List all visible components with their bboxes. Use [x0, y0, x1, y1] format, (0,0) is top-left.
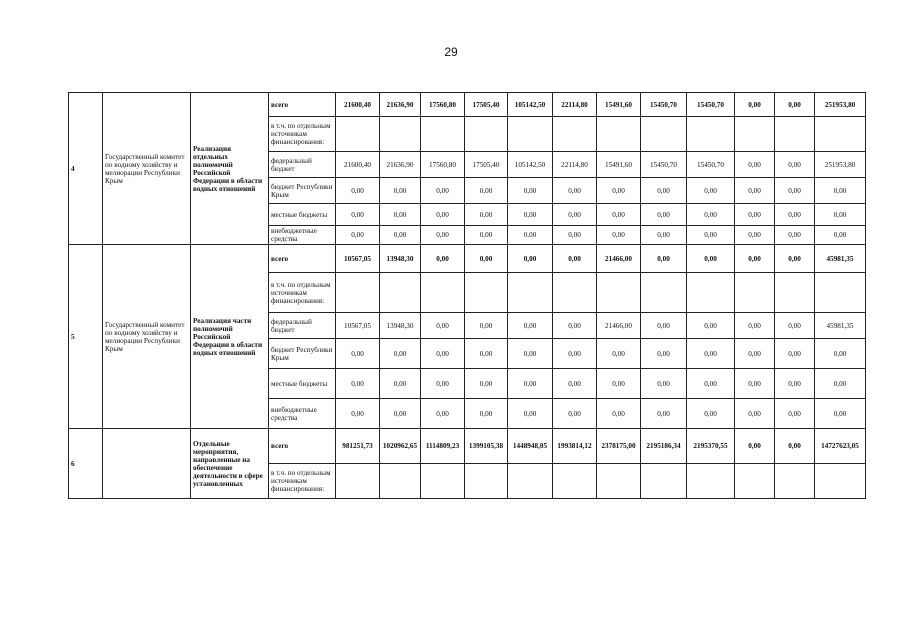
value-cell: 0,00 — [641, 399, 687, 429]
value-cell: 0,00 — [421, 226, 465, 245]
value-cell: 22114,80 — [553, 152, 597, 178]
source-label: в т.ч. по отдельным источникам финансирования: — [269, 273, 336, 313]
value-cell: 0,00 — [775, 429, 815, 464]
value-cell: 0,00 — [336, 204, 380, 226]
value-cell: 1399105,38 — [465, 429, 508, 464]
program-section-6 — [69, 429, 866, 499]
value-cell: 21636,90 — [380, 152, 421, 178]
value-cell: 105142,50 — [508, 152, 553, 178]
value-cell: 105142,50 — [508, 93, 553, 117]
value-cell: 0,00 — [508, 178, 553, 204]
value-cell: 1020962,65 — [380, 429, 421, 464]
value-cell: 21466,00 — [597, 245, 641, 273]
value-cell: 0,00 — [553, 339, 597, 369]
value-cell: 0,00 — [815, 339, 866, 369]
value-cell: 251953,80 — [815, 93, 866, 117]
value-cell: 0,00 — [465, 204, 508, 226]
value-cell: 0,00 — [380, 339, 421, 369]
value-cell: 0,00 — [735, 226, 775, 245]
value-cell: 0,00 — [380, 178, 421, 204]
value-cell: 0,00 — [553, 178, 597, 204]
value-cell: 251953,80 — [815, 152, 866, 178]
value-cell: 0,00 — [380, 204, 421, 226]
source-label: всего — [269, 245, 336, 273]
measure-name-cell: Отдельные мероприятия, направленные на обеспечение деятельности в сфере установленных — [191, 429, 269, 499]
value-cell: 45981,35 — [815, 245, 866, 273]
value-cell: 0,00 — [421, 245, 465, 273]
value-cell: 0,00 — [687, 399, 735, 429]
executor-cell — [103, 429, 191, 499]
value-cell: 0,00 — [775, 369, 815, 399]
value-cell: 21636,90 — [380, 93, 421, 117]
source-label: местные бюджеты — [269, 369, 336, 399]
value-cell: 0,00 — [597, 226, 641, 245]
value-cell: 0,00 — [465, 339, 508, 369]
value-cell: 0,00 — [687, 313, 735, 339]
value-cell: 0,00 — [775, 93, 815, 117]
value-cell: 15450,70 — [687, 152, 735, 178]
program-section-5 — [69, 245, 866, 429]
value-cell: 0,00 — [336, 178, 380, 204]
value-cell: 17505,40 — [465, 93, 508, 117]
value-cell: 0,00 — [687, 204, 735, 226]
page-number: 29 — [444, 45, 458, 59]
source-label: бюджет Республики Крым — [269, 178, 336, 204]
value-cell: 0,00 — [465, 399, 508, 429]
value-cell: 0,00 — [815, 178, 866, 204]
value-cell: 0,00 — [421, 178, 465, 204]
value-cell: 15450,70 — [687, 93, 735, 117]
source-label: внебюджетные средства — [269, 226, 336, 245]
value-cell: 0,00 — [815, 369, 866, 399]
value-cell: 0,00 — [421, 339, 465, 369]
value-cell: 1114809,23 — [421, 429, 465, 464]
value-cell: 0,00 — [508, 339, 553, 369]
executor-cell: Государственный комитет по водному хозяйству и мелиорации Республики Крым — [103, 93, 191, 245]
source-label: в т.ч. по отдельным источникам финансирования: — [269, 464, 336, 499]
source-label: всего — [269, 429, 336, 464]
value-cell: 0,00 — [641, 204, 687, 226]
value-cell: 0,00 — [815, 204, 866, 226]
value-cell: 0,00 — [735, 339, 775, 369]
value-cell: 0,00 — [735, 93, 775, 117]
value-cell: 0,00 — [641, 178, 687, 204]
row-number: 6 — [69, 429, 103, 499]
value-cell: 0,00 — [553, 313, 597, 339]
value-cell: 0,00 — [687, 178, 735, 204]
value-cell: 0,00 — [775, 152, 815, 178]
value-cell: 0,00 — [465, 226, 508, 245]
value-cell: 0,00 — [735, 399, 775, 429]
value-cell: 15491,60 — [597, 152, 641, 178]
value-cell: 0,00 — [735, 313, 775, 339]
executor-cell: Государственный комитет по водному хозяйству и мелиорации Республики Крым — [103, 245, 191, 429]
table-row — [69, 93, 866, 117]
value-cell: 13948,30 — [380, 245, 421, 273]
value-cell: 0,00 — [553, 245, 597, 273]
value-cell: 0,00 — [465, 313, 508, 339]
value-cell: 0,00 — [508, 399, 553, 429]
value-cell: 0,00 — [775, 178, 815, 204]
value-cell: 0,00 — [641, 245, 687, 273]
value-cell: 0,00 — [687, 339, 735, 369]
value-cell: 0,00 — [597, 369, 641, 399]
value-cell: 0,00 — [775, 245, 815, 273]
value-cell: 0,00 — [735, 204, 775, 226]
value-cell: 0,00 — [641, 369, 687, 399]
value-cell: 0,00 — [775, 226, 815, 245]
value-cell: 1993814,12 — [553, 429, 597, 464]
source-label: всего — [269, 93, 336, 117]
value-cell: 0,00 — [735, 152, 775, 178]
value-cell: 0,00 — [336, 399, 380, 429]
source-label: внебюджетные средства — [269, 399, 336, 429]
value-cell: 0,00 — [687, 226, 735, 245]
value-cell: 15491,60 — [597, 93, 641, 117]
value-cell: 45981,35 — [815, 313, 866, 339]
value-cell: 0,00 — [508, 369, 553, 399]
measure-name-cell: Реализация отдельных полномочий Российской Федерации в области водных отношений — [191, 93, 269, 245]
value-cell: 0,00 — [421, 204, 465, 226]
value-cell: 21600,40 — [336, 152, 380, 178]
value-cell: 0,00 — [641, 339, 687, 369]
value-cell: 0,00 — [775, 313, 815, 339]
value-cell: 0,00 — [597, 399, 641, 429]
value-cell: 0,00 — [641, 226, 687, 245]
value-cell: 2195370,55 — [687, 429, 735, 464]
value-cell: 0,00 — [336, 226, 380, 245]
value-cell: 981251,73 — [336, 429, 380, 464]
source-label: местные бюджеты — [269, 204, 336, 226]
value-cell: 0,00 — [597, 339, 641, 369]
value-cell: 0,00 — [380, 399, 421, 429]
value-cell: 0,00 — [508, 313, 553, 339]
source-label: бюджет Республики Крым — [269, 339, 336, 369]
value-cell: 0,00 — [553, 369, 597, 399]
value-cell: 0,00 — [508, 204, 553, 226]
value-cell: 0,00 — [465, 245, 508, 273]
source-label: федеральный бюджет — [269, 313, 336, 339]
value-cell: 0,00 — [687, 245, 735, 273]
value-cell: 10567,05 — [336, 245, 380, 273]
value-cell: 0,00 — [815, 226, 866, 245]
value-cell: 0,00 — [336, 369, 380, 399]
value-cell: 2378175,00 — [597, 429, 641, 464]
value-cell: 17505,40 — [465, 152, 508, 178]
value-cell: 2195186,34 — [641, 429, 687, 464]
source-label: в т.ч. по отдельным источникам финансирования: — [269, 117, 336, 152]
value-cell: 0,00 — [508, 226, 553, 245]
value-cell: 10567,05 — [336, 313, 380, 339]
value-cell: 0,00 — [465, 369, 508, 399]
source-label: федеральный бюджет — [269, 152, 336, 178]
value-cell: 1448948,05 — [508, 429, 553, 464]
value-cell: 0,00 — [508, 245, 553, 273]
value-cell: 0,00 — [775, 339, 815, 369]
value-cell: 0,00 — [735, 245, 775, 273]
value-cell: 0,00 — [735, 178, 775, 204]
row-number: 4 — [69, 93, 103, 245]
value-cell: 13948,30 — [380, 313, 421, 339]
value-cell: 0,00 — [597, 204, 641, 226]
value-cell: 0,00 — [775, 399, 815, 429]
value-cell: 0,00 — [775, 204, 815, 226]
value-cell: 0,00 — [641, 313, 687, 339]
value-cell: 17560,80 — [421, 93, 465, 117]
value-cell: 15450,70 — [641, 93, 687, 117]
value-cell: 21600,40 — [336, 93, 380, 117]
budget-table — [68, 92, 866, 499]
value-cell: 0,00 — [421, 369, 465, 399]
value-cell: 0,00 — [597, 178, 641, 204]
value-cell: 22114,80 — [553, 93, 597, 117]
value-cell: 0,00 — [336, 339, 380, 369]
value-cell: 0,00 — [421, 313, 465, 339]
value-cell: 0,00 — [553, 226, 597, 245]
value-cell: 0,00 — [735, 369, 775, 399]
value-cell: 0,00 — [421, 399, 465, 429]
value-cell: 0,00 — [465, 178, 508, 204]
value-cell: 0,00 — [553, 399, 597, 429]
value-cell: 0,00 — [380, 369, 421, 399]
measure-name-cell: Реализация части полномочий Российской Федерации в области водных отношений — [191, 245, 269, 429]
program-section-4 — [69, 93, 866, 245]
value-cell: 14727623,05 — [815, 429, 866, 464]
value-cell: 21466,00 — [597, 313, 641, 339]
table-row — [69, 245, 866, 273]
value-cell: 0,00 — [735, 429, 775, 464]
value-cell: 0,00 — [553, 204, 597, 226]
row-number: 5 — [69, 245, 103, 429]
value-cell: 15450,70 — [641, 152, 687, 178]
value-cell: 0,00 — [687, 369, 735, 399]
value-cell: 17560,80 — [421, 152, 465, 178]
value-cell: 0,00 — [815, 399, 866, 429]
value-cell: 0,00 — [380, 226, 421, 245]
table-row — [69, 429, 866, 464]
